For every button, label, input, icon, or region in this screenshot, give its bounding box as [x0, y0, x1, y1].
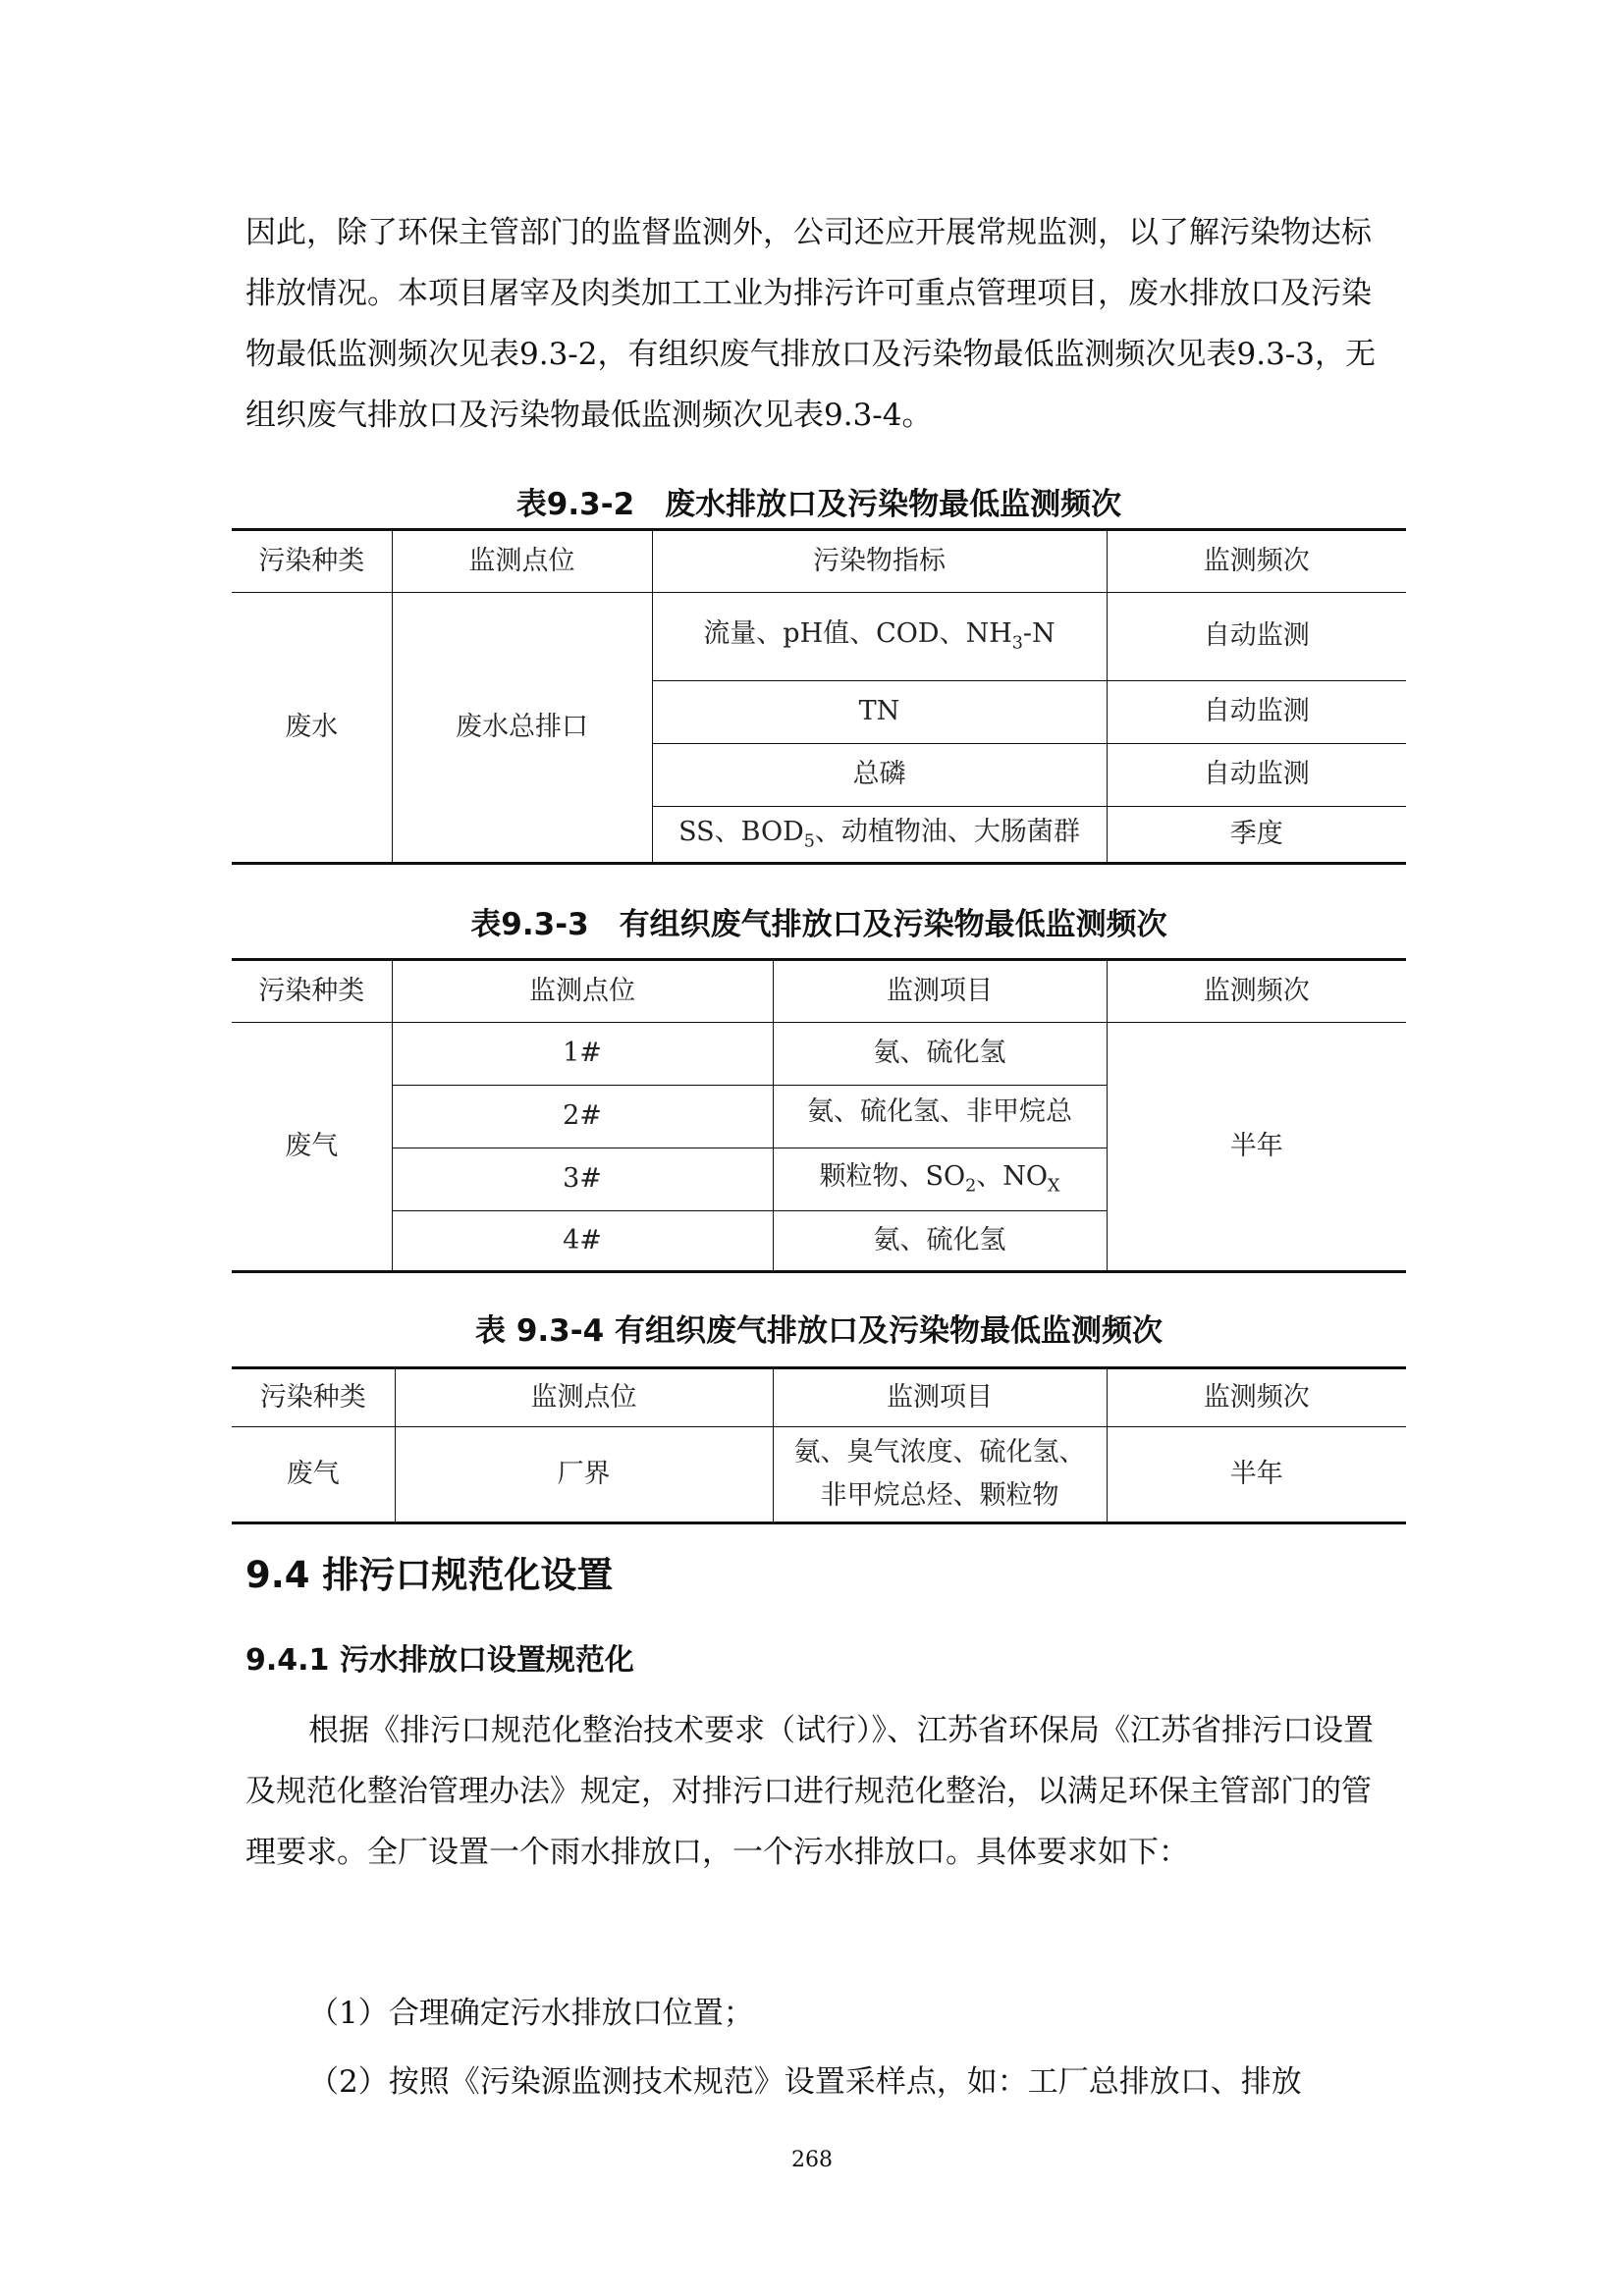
cell-indicator: 流量、pH值、COD、$NH_3-N$ [652, 593, 1107, 681]
header-monitoring-frequency: 监测频次 [1107, 960, 1406, 1023]
cell-indicator: TN [652, 681, 1107, 744]
table-9-3-2-title: 表9.3-2 废水排放口及污染物最低监测频次 [515, 487, 1122, 522]
header-monitoring-frequency: 监测频次 [1107, 530, 1406, 593]
cell-frequency: 季度 [1107, 807, 1406, 864]
cell-point: 废水总排口 [392, 593, 652, 864]
cell-point: 3# [392, 1148, 773, 1211]
section-heading: 9.4 排污口规范化设置 [245, 1554, 614, 1596]
cell-item: 氨、硫化氢 [773, 1211, 1107, 1272]
cell-point: 厂界 [395, 1427, 773, 1523]
cell-frequency: 半年 [1107, 1023, 1406, 1272]
list-item: （2）按照《污染源监测技术规范》设置采样点，如：工厂总排放口、排放 [308, 2064, 1302, 2100]
table-9-3-4-title: 表 9.3-4 有组织废气排放口及污染物最低监测频次 [475, 1313, 1163, 1349]
subsection-heading: 9.4.1 污水排放口设置规范化 [245, 1643, 634, 1678]
table-9-3-3 [232, 958, 1406, 1273]
cell-indicator: 总磷 [652, 744, 1107, 807]
page-number: 268 [791, 2148, 833, 2172]
cell-item: 氨、硫化氢、非甲烷总 [773, 1086, 1107, 1148]
header-pollution-type: 污染种类 [232, 960, 392, 1023]
header-monitoring-item: 监测项目 [773, 960, 1107, 1023]
cell-item: 颗粒物、$SO_2$、$NO_X$ [773, 1148, 1107, 1211]
header-monitoring-item: 监测项目 [773, 1368, 1107, 1427]
intro-paragraph: 因此，除了环保主管部门的监督监测外，公司还应开展常规监测，以了解污染物达标排放情况。本项目屠宰及肉类加工工业为排污许可重点管理项目，废水排放口及污染物最低监测频次见表9.3-2，有组织废气排放口及污染物最低监测频次见表9.3-3，无组织废气排放口及污染物最低监测频次见表9.3-4。 [245, 215, 1376, 433]
cell-frequency: 半年 [1107, 1427, 1406, 1523]
table-9-3-2 [232, 528, 1406, 865]
cell-point: 2# [392, 1086, 773, 1148]
cell-frequency: 自动监测 [1107, 681, 1406, 744]
header-pollution-type: 污染种类 [232, 530, 392, 593]
table-9-3-3-title: 表9.3-3 有组织废气排放口及污染物最低监测频次 [470, 907, 1167, 942]
table-9-3-4 [232, 1366, 1406, 1524]
cell-category: 废气 [232, 1023, 392, 1272]
cell-point: 1# [392, 1023, 773, 1086]
cell-frequency: 自动监测 [1107, 593, 1406, 681]
cell-category: 废水 [232, 593, 392, 864]
cell-item: 氨、臭气浓度、硫化氢、 非甲烷总烃、颗粒物 [773, 1427, 1107, 1523]
cell-point: 4# [392, 1211, 773, 1272]
cell-indicator: SS、$BOD_5$、动植物油、大肠菌群 [652, 807, 1107, 864]
cell-frequency: 自动监测 [1107, 744, 1406, 807]
header-monitoring-frequency: 监测频次 [1107, 1368, 1406, 1427]
header-pollution-type: 污染种类 [232, 1368, 395, 1427]
list-item: （1）合理确定污水排放口位置； [308, 1996, 754, 2031]
header-pollutant-indicator: 污染物指标 [652, 530, 1107, 593]
header-monitoring-point: 监测点位 [392, 960, 773, 1023]
cell-item: 氨、硫化氢 [773, 1023, 1107, 1086]
body-paragraph: 根据《排污口规范化整治技术要求（试行）》、江苏省环保局《江苏省排污口设置及规范化整治管理办法》规定，对排污口进行规范化整治，以满足环保主管部门的管理要求。全厂设置一个雨水排放口，一个污水排放口。具体要求如下： [245, 1713, 1374, 1870]
cell-category: 废气 [232, 1427, 395, 1523]
header-monitoring-point: 监测点位 [392, 530, 652, 593]
header-monitoring-point: 监测点位 [395, 1368, 773, 1427]
